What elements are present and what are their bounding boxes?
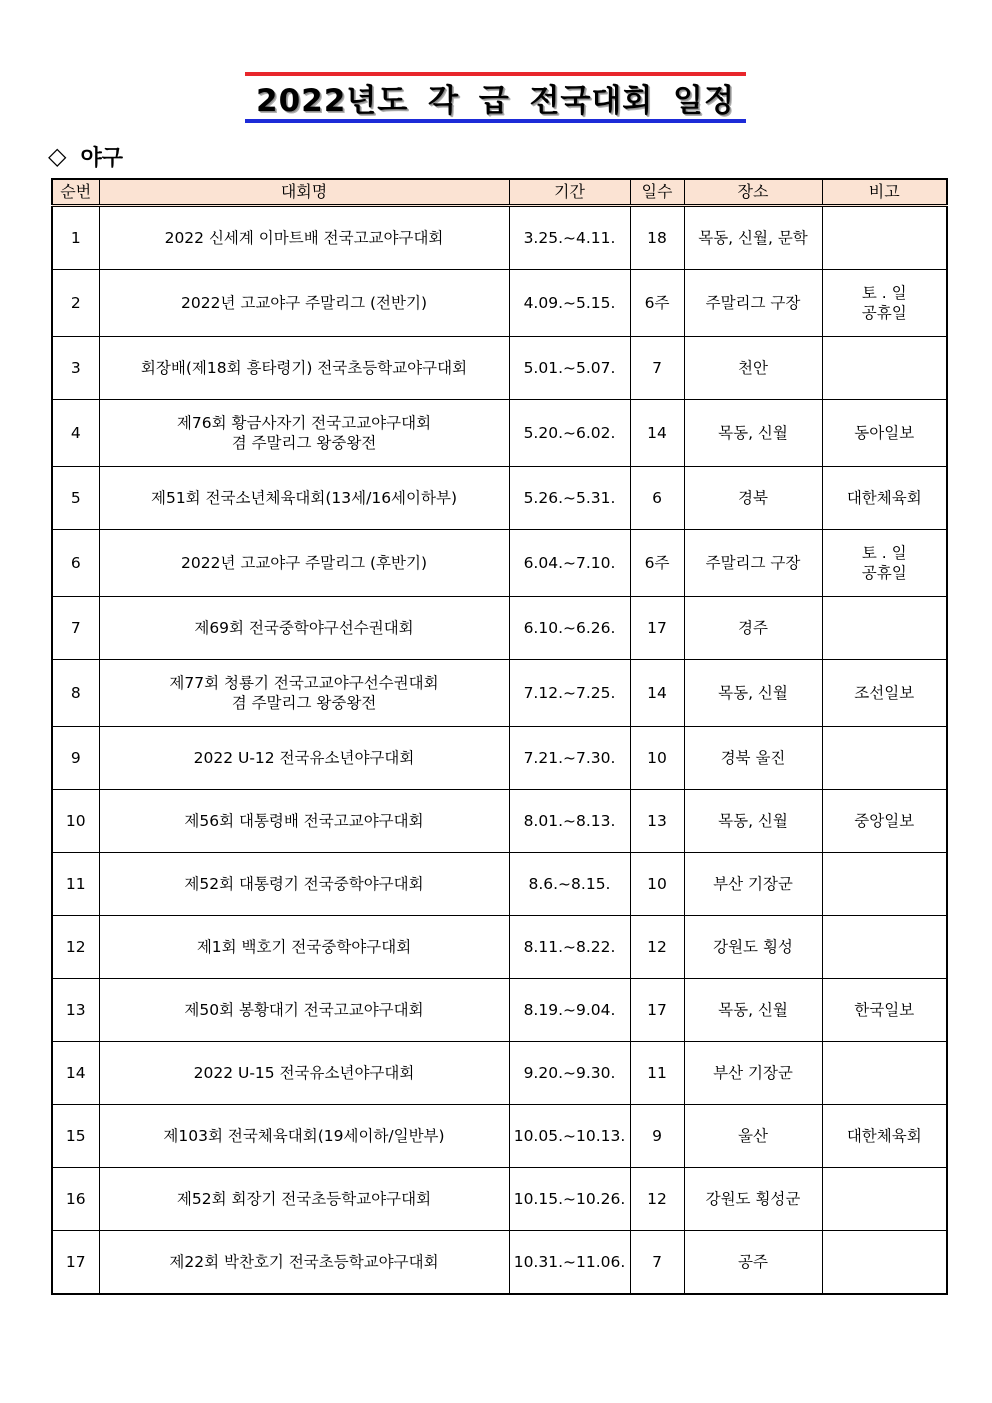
cell-name: 제52회 대통령기 전국중학야구대회 [99, 853, 509, 916]
table-row [52, 916, 947, 979]
cell-period: 4.09.~5.15. [509, 270, 630, 337]
cell-no: 2 [52, 270, 99, 337]
cell-no: 1 [52, 206, 99, 270]
table-row [52, 1105, 947, 1168]
cell-note: 한국일보 [822, 979, 947, 1042]
table-row [52, 979, 947, 1042]
cell-no: 16 [52, 1168, 99, 1231]
cell-period: 8.6.~8.15. [509, 853, 630, 916]
table-row [52, 1231, 947, 1295]
header-place: 장소 [684, 179, 822, 206]
cell-place: 목동, 신월, 문학 [684, 206, 822, 270]
cell-days: 7 [630, 1231, 684, 1295]
cell-no: 10 [52, 790, 99, 853]
cell-note: 동아일보 [822, 400, 947, 467]
cell-days: 18 [630, 206, 684, 270]
cell-days: 12 [630, 916, 684, 979]
schedule-table [51, 178, 948, 1295]
cell-days: 14 [630, 400, 684, 467]
cell-name: 제103회 전국체육대회(19세이하/일반부) [99, 1105, 509, 1168]
page-title-block [245, 72, 746, 123]
cell-note: 토 . 일 공휴일 [822, 270, 947, 337]
table-row [52, 727, 947, 790]
cell-no: 14 [52, 1042, 99, 1105]
header-days: 일수 [630, 179, 684, 206]
table-row [52, 790, 947, 853]
cell-no: 17 [52, 1231, 99, 1295]
cell-note [822, 206, 947, 270]
cell-note [822, 916, 947, 979]
diamond-outline-icon: ◇ [48, 142, 67, 170]
table-row [52, 597, 947, 660]
header-no: 순번 [52, 179, 99, 206]
table-row [52, 206, 947, 270]
cell-name: 회장배(제18회 흥타령기) 전국초등학교야구대회 [99, 337, 509, 400]
cell-no: 6 [52, 530, 99, 597]
cell-no: 8 [52, 660, 99, 727]
cell-period: 10.15.~10.26. [509, 1168, 630, 1231]
cell-note: 조선일보 [822, 660, 947, 727]
table-row [52, 1168, 947, 1231]
cell-name: 2022년 고교야구 주말리그 (전반기) [99, 270, 509, 337]
cell-note [822, 337, 947, 400]
cell-name: 제52회 회장기 전국초등학교야구대회 [99, 1168, 509, 1231]
cell-days: 9 [630, 1105, 684, 1168]
table-row [52, 530, 947, 597]
cell-note: 대한체육회 [822, 1105, 947, 1168]
table-row [52, 467, 947, 530]
cell-period: 10.31.~11.06. [509, 1231, 630, 1295]
cell-days: 6주 [630, 530, 684, 597]
table-row [52, 1042, 947, 1105]
cell-name: 2022 U-15 전국유소년야구대회 [99, 1042, 509, 1105]
cell-days: 13 [630, 790, 684, 853]
cell-place: 부산 기장군 [684, 853, 822, 916]
cell-name: 2022 U-12 전국유소년야구대회 [99, 727, 509, 790]
cell-period: 8.11.~8.22. [509, 916, 630, 979]
cell-days: 10 [630, 853, 684, 916]
cell-name: 2022년 고교야구 주말리그 (후반기) [99, 530, 509, 597]
section-label: 야구 [80, 145, 123, 171]
cell-name: 제22회 박찬호기 전국초등학교야구대회 [99, 1231, 509, 1295]
cell-name: 제1회 백호기 전국중학야구대회 [99, 916, 509, 979]
cell-no: 9 [52, 727, 99, 790]
cell-place: 경북 울진 [684, 727, 822, 790]
cell-days: 14 [630, 660, 684, 727]
cell-name: 2022 신세계 이마트배 전국고교야구대회 [99, 206, 509, 270]
title-bar-bottom [245, 119, 746, 123]
cell-place: 주말리그 구장 [684, 530, 822, 597]
cell-no: 3 [52, 337, 99, 400]
cell-period: 7.12.~7.25. [509, 660, 630, 727]
cell-name: 제77회 청룡기 전국고교야구선수권대회 겸 주말리그 왕중왕전 [99, 660, 509, 727]
cell-no: 7 [52, 597, 99, 660]
cell-place: 목동, 신월 [684, 400, 822, 467]
cell-place: 공주 [684, 1231, 822, 1295]
cell-period: 6.04.~7.10. [509, 530, 630, 597]
cell-period: 8.01.~8.13. [509, 790, 630, 853]
cell-place: 부산 기장군 [684, 1042, 822, 1105]
cell-name: 제69회 전국중학야구선수권대회 [99, 597, 509, 660]
cell-place: 목동, 신월 [684, 660, 822, 727]
cell-no: 11 [52, 853, 99, 916]
table-row [52, 400, 947, 467]
cell-no: 12 [52, 916, 99, 979]
table-header-row [52, 179, 947, 206]
cell-name: 제50회 봉황대기 전국고교야구대회 [99, 979, 509, 1042]
header-period: 기간 [509, 179, 630, 206]
cell-note [822, 1042, 947, 1105]
cell-no: 13 [52, 979, 99, 1042]
cell-period: 9.20.~9.30. [509, 1042, 630, 1105]
cell-note [822, 1231, 947, 1295]
cell-period: 5.01.~5.07. [509, 337, 630, 400]
cell-name: 제51회 전국소년체육대회(13세/16세이하부) [99, 467, 509, 530]
cell-period: 8.19.~9.04. [509, 979, 630, 1042]
cell-place: 주말리그 구장 [684, 270, 822, 337]
cell-note [822, 597, 947, 660]
cell-place: 강원도 횡성군 [684, 1168, 822, 1231]
cell-period: 5.26.~5.31. [509, 467, 630, 530]
cell-note: 중앙일보 [822, 790, 947, 853]
cell-place: 목동, 신월 [684, 979, 822, 1042]
cell-days: 17 [630, 597, 684, 660]
cell-days: 17 [630, 979, 684, 1042]
page-title: 2022년도 각 급 전국대회 일정 [256, 83, 735, 119]
table-row [52, 853, 947, 916]
header-note: 비고 [822, 179, 947, 206]
cell-no: 4 [52, 400, 99, 467]
cell-period: 3.25.~4.11. [509, 206, 630, 270]
cell-note: 토 . 일 공휴일 [822, 530, 947, 597]
cell-days: 12 [630, 1168, 684, 1231]
cell-no: 5 [52, 467, 99, 530]
section-heading [48, 140, 123, 172]
cell-note [822, 853, 947, 916]
cell-place: 경주 [684, 597, 822, 660]
cell-period: 7.21.~7.30. [509, 727, 630, 790]
cell-days: 6 [630, 467, 684, 530]
table-row [52, 337, 947, 400]
cell-place: 목동, 신월 [684, 790, 822, 853]
cell-period: 5.20.~6.02. [509, 400, 630, 467]
header-name: 대회명 [99, 179, 509, 206]
cell-place: 강원도 횡성 [684, 916, 822, 979]
cell-period: 10.05.~10.13. [509, 1105, 630, 1168]
cell-no: 15 [52, 1105, 99, 1168]
cell-place: 천안 [684, 337, 822, 400]
cell-days: 6주 [630, 270, 684, 337]
cell-note [822, 1168, 947, 1231]
cell-name: 제76회 황금사자기 전국고교야구대회 겸 주말리그 왕중왕전 [99, 400, 509, 467]
cell-days: 11 [630, 1042, 684, 1105]
table-row [52, 270, 947, 337]
cell-place: 경북 [684, 467, 822, 530]
cell-days: 7 [630, 337, 684, 400]
cell-place: 울산 [684, 1105, 822, 1168]
cell-period: 6.10.~6.26. [509, 597, 630, 660]
cell-note: 대한체육회 [822, 467, 947, 530]
cell-days: 10 [630, 727, 684, 790]
cell-note [822, 727, 947, 790]
table-row [52, 660, 947, 727]
cell-name: 제56회 대통령배 전국고교야구대회 [99, 790, 509, 853]
